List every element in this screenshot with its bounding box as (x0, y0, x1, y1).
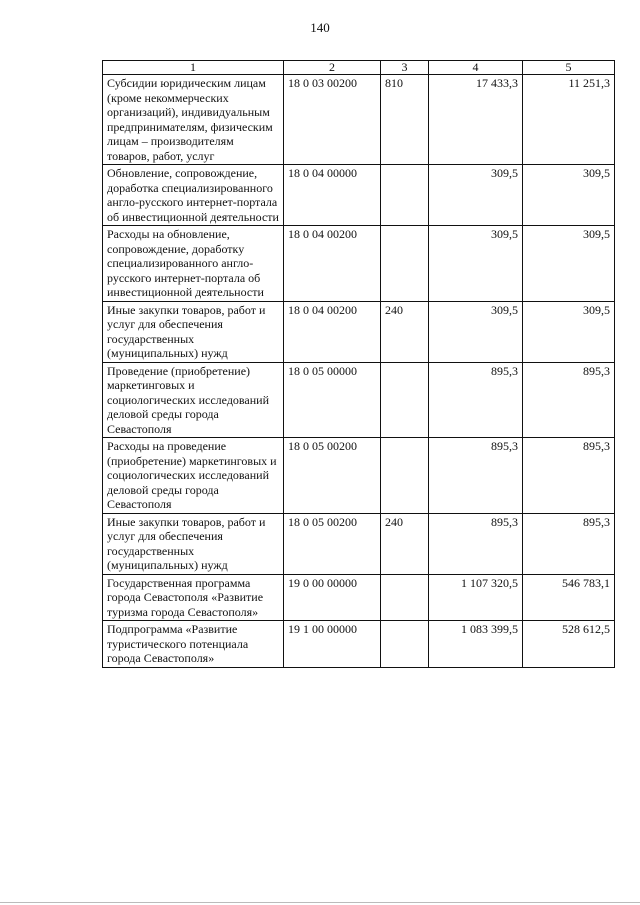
expense-type (381, 226, 429, 302)
item-name: Подпрограмма «Развитие туристического потенциала города Севастополя» (103, 621, 284, 668)
expense-type (381, 362, 429, 438)
amount-col-5: 895,3 (523, 362, 615, 438)
amount-col-5: 546 783,1 (523, 574, 615, 621)
table-row (103, 574, 615, 621)
amount-col-5: 11 251,3 (523, 75, 615, 165)
amount-col-5: 895,3 (523, 513, 615, 574)
item-name: Расходы на обновление, сопровождение, доработку специализированного англо-русского интернет-портала об инвестиционной деятельности (103, 226, 284, 302)
expense-type: 240 (381, 301, 429, 362)
amount-col-5: 309,5 (523, 301, 615, 362)
column-header: 3 (381, 61, 429, 75)
target-code: 18 0 05 00000 (284, 362, 381, 438)
amount-col-4: 309,5 (429, 301, 523, 362)
target-code: 18 0 05 00200 (284, 438, 381, 514)
column-header: 2 (284, 61, 381, 75)
table-row (103, 438, 615, 514)
item-name: Проведение (приобретение) маркетинговых и социологических исследований деловой среды города Севастополя (103, 362, 284, 438)
item-name: Обновление, сопровождение, доработка специализированного англо-русского интернет-портала об инвестиционной деятельности (103, 165, 284, 226)
expense-type: 810 (381, 75, 429, 165)
item-name: Расходы на проведение (приобретение) маркетинговых и социологических исследований деловой среды города Севастополя (103, 438, 284, 514)
column-header: 5 (523, 61, 615, 75)
amount-col-4: 309,5 (429, 165, 523, 226)
expense-type (381, 574, 429, 621)
amount-col-4: 1 107 320,5 (429, 574, 523, 621)
target-code: 18 0 03 00200 (284, 75, 381, 165)
item-name: Государственная программа города Севастополя «Развитие туризма города Севастополя» (103, 574, 284, 621)
amount-col-4: 895,3 (429, 438, 523, 514)
target-code: 18 0 04 00200 (284, 226, 381, 302)
header-row (103, 61, 615, 75)
expense-type (381, 165, 429, 226)
table-row (103, 513, 615, 574)
column-header: 1 (103, 61, 284, 75)
item-name: Субсидии юридическим лицам (кроме некоммерческих организаций), индивидуальным предпринимателям, физическим лицам – производителям товаров, работ, услуг (103, 75, 284, 165)
target-code: 19 0 00 00000 (284, 574, 381, 621)
target-code: 19 1 00 00000 (284, 621, 381, 668)
table-row (103, 165, 615, 226)
item-name: Иные закупки товаров, работ и услуг для обеспечения государственных (муниципальных) нужд (103, 513, 284, 574)
target-code: 18 0 04 00200 (284, 301, 381, 362)
item-name: Иные закупки товаров, работ и услуг для обеспечения государственных (муниципальных) нужд (103, 301, 284, 362)
amount-col-4: 895,3 (429, 362, 523, 438)
amount-col-5: 895,3 (523, 438, 615, 514)
amount-col-4: 309,5 (429, 226, 523, 302)
table-row (103, 362, 615, 438)
table-row (103, 301, 615, 362)
page-bottom-edge (0, 902, 640, 903)
page-number: 140 (310, 20, 330, 35)
table-row (103, 226, 615, 302)
amount-col-4: 1 083 399,5 (429, 621, 523, 668)
amount-col-4: 17 433,3 (429, 75, 523, 165)
target-code: 18 0 05 00200 (284, 513, 381, 574)
column-header: 4 (429, 61, 523, 75)
target-code: 18 0 04 00000 (284, 165, 381, 226)
amount-col-5: 309,5 (523, 165, 615, 226)
expense-type (381, 438, 429, 514)
expense-type: 240 (381, 513, 429, 574)
amount-col-5: 309,5 (523, 226, 615, 302)
amount-col-4: 895,3 (429, 513, 523, 574)
amount-col-5: 528 612,5 (523, 621, 615, 668)
expense-type (381, 621, 429, 668)
budget-table (102, 60, 615, 668)
table-row (103, 75, 615, 165)
table-row (103, 621, 615, 668)
